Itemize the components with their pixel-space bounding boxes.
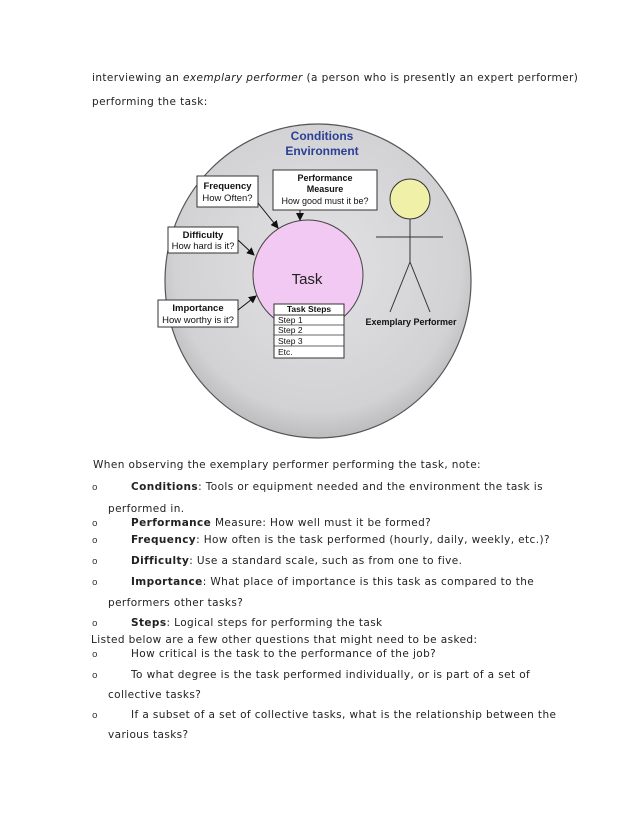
step-3: Step 3 [278,336,303,346]
note-bold: Performance [131,517,212,529]
step-2: Step 2 [278,325,303,335]
bullet-marker: o [92,650,98,660]
environment-title: Environment [285,144,359,158]
question-individual: To what degree is the task performed individually, or is part of a set of [131,669,531,681]
note-text: : Use a standard scale, such as from one to five. [189,555,463,567]
frequency-sub: How Often? [202,193,253,204]
note-difficulty [131,555,462,567]
bullet-marker: o [92,557,98,567]
importance-sub: How worthy is it? [162,315,234,326]
note-bold: Difficulty [131,555,190,567]
note-text: : Logical steps for performing the task [166,617,383,629]
performer-head [390,179,430,219]
bullet-marker: o [92,536,98,546]
importance-title: Importance [172,303,224,314]
bullet-marker: o [92,519,98,529]
frequency-title: Frequency [203,181,252,192]
difficulty-sub: How hard is it? [171,241,235,252]
note-bold: Frequency [131,534,197,546]
intro-emphasis: exemplary performer [183,72,303,84]
observe-heading: When observing the exemplary performer performing the task, note: [93,459,481,471]
intro-suffix: (a person who is presently an expert performer) [302,72,579,84]
intro-line-2: performing the task: [92,96,208,108]
note-conditions-cont: performed in. [108,503,185,515]
note-steps [131,617,383,629]
step-etc: Etc. [278,347,293,357]
note-bold: Conditions [131,481,199,493]
bullet-marker: o [92,671,98,681]
note-text: : Tools or equipment needed and the environment the task is [198,481,543,493]
question-individual-cont: collective tasks? [108,689,202,701]
performance-sub: How good must it be? [281,196,369,206]
bullet-marker: o [92,711,98,721]
note-conditions [131,481,543,493]
question-relationship-cont: various tasks? [108,729,189,741]
note-importance-cont: performers other tasks? [108,597,244,609]
note-text: : What place of importance is this task as compared to the [202,576,535,588]
question-relationship: If a subset of a set of collective tasks, what is the relationship between the [131,709,557,721]
note-text: : How often is the task performed (hourly, daily, weekly, etc.)? [196,534,550,546]
step-1: Step 1 [278,315,303,325]
note-bold: Steps [131,617,167,629]
task-steps-header: Task Steps [286,304,332,314]
bullet-marker: o [92,578,98,588]
note-frequency [131,534,550,546]
task-label: Task [291,271,323,288]
note-importance [131,576,534,588]
exemplary-performer-label: Exemplary Performer [365,317,457,327]
performance-measure: Measure [306,184,344,194]
question-critical: How critical is the task to the performance of the job? [131,648,437,660]
performance-title: Performance [297,173,353,183]
difficulty-title: Difficulty [182,230,224,241]
bullet-marker: o [92,619,98,629]
note-performance [131,517,431,529]
note-bold: Importance [131,576,203,588]
conditions-title: Conditions [290,129,354,143]
note-text: Measure: How well must it be formed? [211,517,432,529]
bullet-marker: o [92,483,98,493]
questions-heading: Listed below are a few other questions that might need to be asked: [91,634,478,646]
intro-prefix: interviewing an [92,72,184,84]
